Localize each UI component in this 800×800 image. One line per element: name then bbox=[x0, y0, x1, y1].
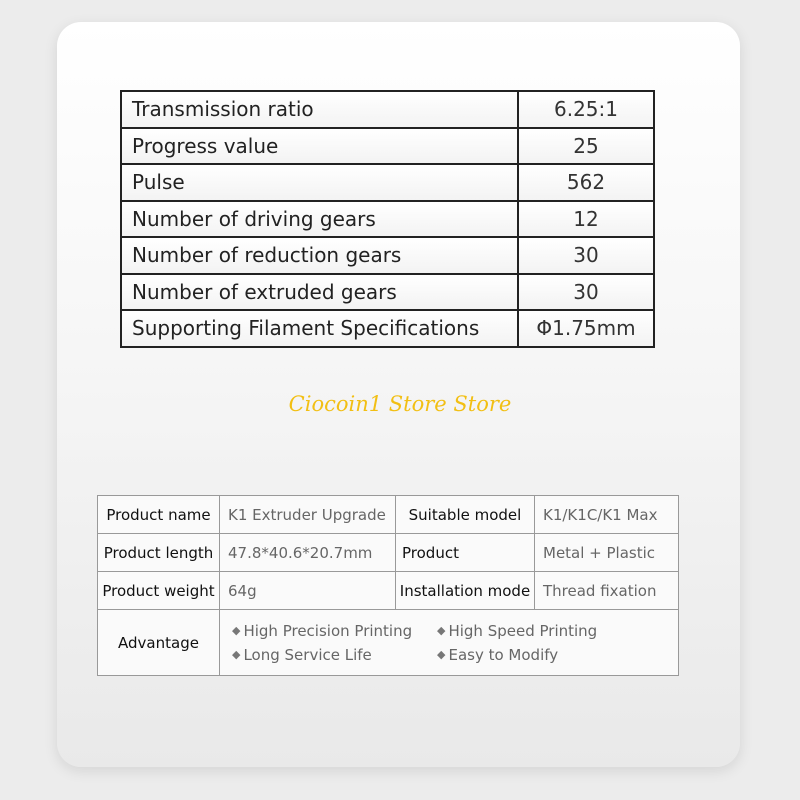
diamond-icon: ◆ bbox=[437, 648, 446, 661]
advantage-item bbox=[437, 622, 642, 640]
advantage-item bbox=[232, 646, 437, 664]
product-row bbox=[98, 534, 679, 572]
spec-value: 30 bbox=[518, 274, 654, 311]
product-length-label: Product length bbox=[98, 534, 220, 572]
product-material-label: Product bbox=[396, 534, 535, 572]
suitable-model-label: Suitable model bbox=[396, 496, 535, 534]
advantage-text: Long Service Life bbox=[243, 645, 372, 664]
suitable-model-value: K1/K1C/K1 Max bbox=[535, 496, 679, 534]
spec-value: 12 bbox=[518, 201, 654, 238]
advantage-item bbox=[437, 646, 642, 664]
product-length-value: 47.8*40.6*20.7mm bbox=[220, 534, 396, 572]
spec-value: Φ1.75mm bbox=[518, 310, 654, 347]
spec-label: Number of reduction gears bbox=[121, 237, 518, 274]
spec-row bbox=[121, 164, 654, 201]
spec-row bbox=[121, 310, 654, 347]
product-row bbox=[98, 572, 679, 610]
product-weight-value: 64g bbox=[220, 572, 396, 610]
spec-row bbox=[121, 128, 654, 165]
product-info-table bbox=[97, 495, 679, 676]
store-watermark: Ciocoin1 Store Store bbox=[288, 392, 512, 416]
spec-label: Pulse bbox=[121, 164, 518, 201]
advantage-text: High Precision Printing bbox=[243, 621, 413, 640]
advantage-label: Advantage bbox=[98, 610, 220, 676]
advantage-item bbox=[232, 622, 437, 640]
diamond-icon: ◆ bbox=[232, 624, 241, 637]
product-row bbox=[98, 610, 679, 676]
spec-row bbox=[121, 237, 654, 274]
spec-label: Supporting Filament Specifications bbox=[121, 310, 518, 347]
spec-row bbox=[121, 201, 654, 238]
spec-table bbox=[120, 90, 655, 348]
spec-row bbox=[121, 91, 654, 128]
spec-label: Number of extruded gears bbox=[121, 274, 518, 311]
advantage-row bbox=[232, 643, 678, 667]
spec-label: Number of driving gears bbox=[121, 201, 518, 238]
spec-row bbox=[121, 274, 654, 311]
diamond-icon: ◆ bbox=[437, 624, 446, 637]
product-weight-label: Product weight bbox=[98, 572, 220, 610]
installation-mode-label: Installation mode bbox=[396, 572, 535, 610]
installation-mode-value: Thread fixation bbox=[535, 572, 679, 610]
advantage-list bbox=[220, 610, 679, 676]
spec-value: 562 bbox=[518, 164, 654, 201]
diamond-icon: ◆ bbox=[232, 648, 241, 661]
product-name-label: Product name bbox=[98, 496, 220, 534]
spec-value: 6.25:1 bbox=[518, 91, 654, 128]
product-row bbox=[98, 496, 679, 534]
advantage-text: Easy to Modify bbox=[448, 645, 559, 664]
spec-value: 25 bbox=[518, 128, 654, 165]
spec-label: Transmission ratio bbox=[121, 91, 518, 128]
product-material-value: Metal + Plastic bbox=[535, 534, 679, 572]
spec-value: 30 bbox=[518, 237, 654, 274]
product-name-value: K1 Extruder Upgrade bbox=[220, 496, 396, 534]
advantage-row bbox=[232, 619, 678, 643]
advantage-text: High Speed Printing bbox=[448, 621, 598, 640]
spec-label: Progress value bbox=[121, 128, 518, 165]
